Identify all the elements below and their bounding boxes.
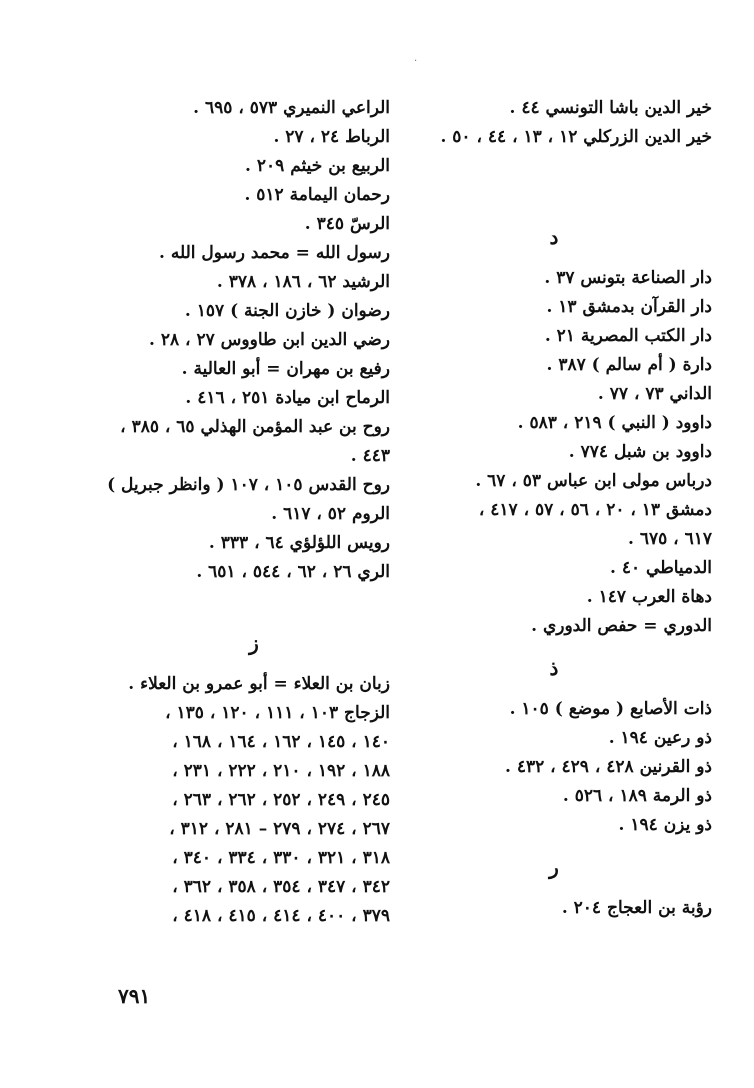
index-entry: رحمان اليمامة ٥١٢ . [244, 185, 390, 205]
index-entry: الزجاج ١٠٣ ، ١١١ ، ١٢٠ ، ١٣٥ ، [165, 703, 390, 723]
index-entry: داوود ( النبي ) ٢١٩ ، ٥٨٣ . [517, 413, 712, 433]
index-entry: الروم ٥٢ ، ٦١٧ . [271, 504, 390, 524]
index-entry: الري ٢٦ ، ٦٢ ، ٥٤٤ ، ٦٥١ . [196, 562, 390, 582]
index-entry: ٣١٨ ، ٣٢١ ، ٣٣٠ ، ٣٣٤ ، ٣٤٠ ، [172, 848, 390, 868]
index-entry: ذو الرمة ١٨٩ ، ٥٢٦ . [562, 786, 712, 806]
index-entry: خير الدين الزركلي ١٢ ، ١٣ ، ٤٤ ، ٥٠ . [440, 127, 712, 147]
index-entry: رضوان ( خازن الجنة ) ١٥٧ . [184, 301, 390, 321]
section-letter: ز [249, 631, 259, 655]
index-entry: الربيع بن خيثم ٢٠٩ . [245, 156, 390, 176]
index-entry: ١٤٠ ، ١٤٥ ، ١٦٢ ، ١٦٤ ، ١٦٨ ، [172, 732, 390, 752]
index-entry: الرماح ابن ميادة ٢٥١ ، ٤١٦ . [185, 388, 390, 408]
stray-mark: · [414, 56, 418, 67]
index-entry: الرباط ٢٤ ، ٢٧ . [273, 127, 390, 147]
index-entry: داوود بن شبل ٧٧٤ . [568, 442, 712, 462]
index-entry: دارة ( أم سالم ) ٣٨٧ . [546, 355, 712, 375]
index-column-right [396, 94, 712, 923]
index-entry: ٢٦٧ ، ٢٧٤ ، ٢٧٩ – ٢٨١ ، ٣١٢ ، [169, 819, 390, 839]
index-entry: ذو القرنين ٤٢٨ ، ٤٢٩ ، ٤٣٢ . [504, 757, 712, 777]
index-entry: دار القرآن بدمشق ١٣ . [546, 297, 712, 317]
spacer [396, 181, 712, 210]
index-entry: دار الصناعة بتونس ٣٧ . [544, 268, 712, 288]
index-entry: روح القدس ١٠٥ ، ١٠٧ ( وانظر جبريل ) [107, 475, 390, 495]
index-entry: الراعي النميري ٥٧٣ ، ٦٩٥ . [193, 98, 390, 118]
index-entry: دهاة العرب ١٤٧ . [586, 587, 712, 607]
index-entry: الدمياطي ٤٠ . [610, 558, 712, 578]
section-letter: ذ [549, 656, 559, 680]
spacer [396, 152, 712, 181]
index-entry: خير الدين باشا التونسي ٤٤ . [509, 98, 712, 118]
section-letter: د [549, 225, 559, 249]
index-entry: ٤٤٣ . [350, 446, 390, 466]
section-letter: ر [549, 855, 559, 879]
index-entry: دار الكتب المصرية ٢١ . [544, 326, 712, 346]
index-entry: دمشق ١٣ ، ٢٠ ، ٥٦ ، ٥٧ ، ٤١٧ ، [478, 500, 712, 520]
index-entry: الرشيد ٦٢ ، ١٨٦ ، ٣٧٨ . [216, 272, 390, 292]
index-entry: ذو يزن ١٩٤ . [618, 815, 712, 835]
index-entry: رويس اللؤلؤي ٦٤ ، ٣٣٣ . [208, 533, 390, 553]
index-entry: زبان بن العلاء = أبو عمرو بن العلاء . [128, 674, 390, 694]
index-entry: الداني ٧٣ ، ٧٧ . [597, 384, 712, 404]
page-number: ٧٩١ [118, 984, 151, 1008]
index-entry: ٣٧٩ ، ٤٠٠ ، ٤١٤ ، ٤١٥ ، ٤١٨ ، [172, 906, 390, 926]
index-entry: الرسّ ٣٤٥ . [304, 214, 390, 234]
index-entry: درباس مولى ابن عباس ٥٣ ، ٦٧ . [475, 471, 712, 491]
spacer [118, 587, 390, 616]
index-entry: ١٨٨ ، ١٩٢ ، ٢١٠ ، ٢٢٢ ، ٢٣١ ، [172, 761, 390, 781]
index-entry: رسول الله = محمد رسول الله . [159, 243, 390, 263]
index-entry: ذو رعين ١٩٤ . [608, 728, 712, 748]
index-entry: رضي الدين ابن طاووس ٢٧ ، ٢٨ . [149, 330, 390, 350]
index-entry: رفيع بن مهران = أبو العالية . [181, 359, 390, 379]
index-entry: ٢٤٥ ، ٢٤٩ ، ٢٥٢ ، ٢٦٢ ، ٢٦٣ ، [172, 790, 390, 810]
index-entry: ٣٤٢ ، ٣٤٧ ، ٣٥٤ ، ٣٥٨ ، ٣٦٢ ، [172, 877, 390, 897]
index-entry: ٦١٧ ، ٦٧٥ . [628, 529, 712, 549]
index-entry: ذات الأصابع ( موضع ) ١٠٥ . [509, 699, 712, 719]
index-entry: روح بن عبد المؤمن الهذلي ٦٥ ، ٣٨٥ ، [120, 417, 390, 437]
index-entry: الدوري = حفص الدوري . [531, 616, 712, 636]
index-entry: رؤبة بن العجاج ٢٠٤ . [561, 898, 712, 918]
index-column-left [107, 94, 390, 931]
